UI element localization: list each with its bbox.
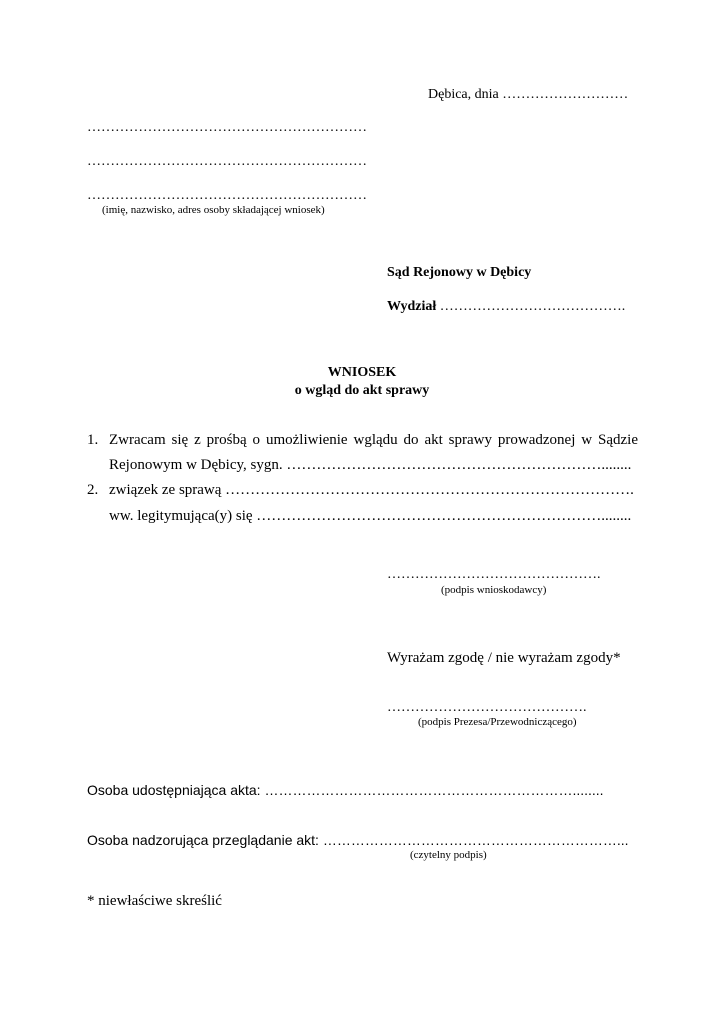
supervising-person-line[interactable]: Osoba nadzorująca przeglądanie akt: ………………………………………………………... xyxy=(87,832,629,848)
president-signature-caption: (podpis Prezesa/Przewodniczącego) xyxy=(418,716,577,728)
document-title: WNIOSEK xyxy=(327,365,397,380)
legible-signature-caption: (czytelny podpis) xyxy=(410,849,487,861)
applicant-signature-line[interactable]: ………………………………………. xyxy=(387,567,601,582)
president-signature-line[interactable]: ……………………………………. xyxy=(387,700,587,715)
applicant-line-1[interactable]: …………………………………………………… xyxy=(87,120,367,135)
item-2-line-1[interactable]: związek ze sprawą ………………………………………………………………………. xyxy=(109,482,634,498)
court-name: Sąd Rejonowy w Dębicy xyxy=(387,265,532,280)
item-1-number: 1. xyxy=(87,432,99,448)
applicant-caption: (imię, nazwisko, adres osoby składającej wniosek) xyxy=(102,204,325,216)
applicant-line-2[interactable]: …………………………………………………… xyxy=(87,154,367,169)
place-date: Dębica, dnia ……………………… xyxy=(428,87,629,102)
department-dots: …………………………………. xyxy=(439,299,626,314)
department-line[interactable] xyxy=(387,299,625,315)
item-1-line-2[interactable]: Rejonowym w Dębicy, sygn. ………………………………………………………........ xyxy=(109,457,632,473)
applicant-signature-caption: (podpis wnioskodawcy) xyxy=(441,584,547,596)
sharing-person-line[interactable]: Osoba udostępniająca akta: …………………………………………………………........ xyxy=(87,782,604,798)
item-1-line-1: Zwracam się z prośbą o umożliwienie wglądu do akt sprawy prowadzonej w Sądzie xyxy=(109,432,638,448)
document-subtitle: o wgląd do akt sprawy xyxy=(294,383,430,398)
department-label: Wydział xyxy=(387,299,437,314)
item-2-number: 2. xyxy=(87,482,99,498)
consent-text: Wyrażam zgodę / nie wyrażam zgody* xyxy=(387,650,621,666)
applicant-line-3[interactable]: …………………………………………………… xyxy=(87,188,367,203)
footnote: * niewłaściwe skreślić xyxy=(87,893,222,909)
item-2-line-2[interactable]: ww. legitymująca(y) się ……………………………………………………………........ xyxy=(109,508,632,524)
